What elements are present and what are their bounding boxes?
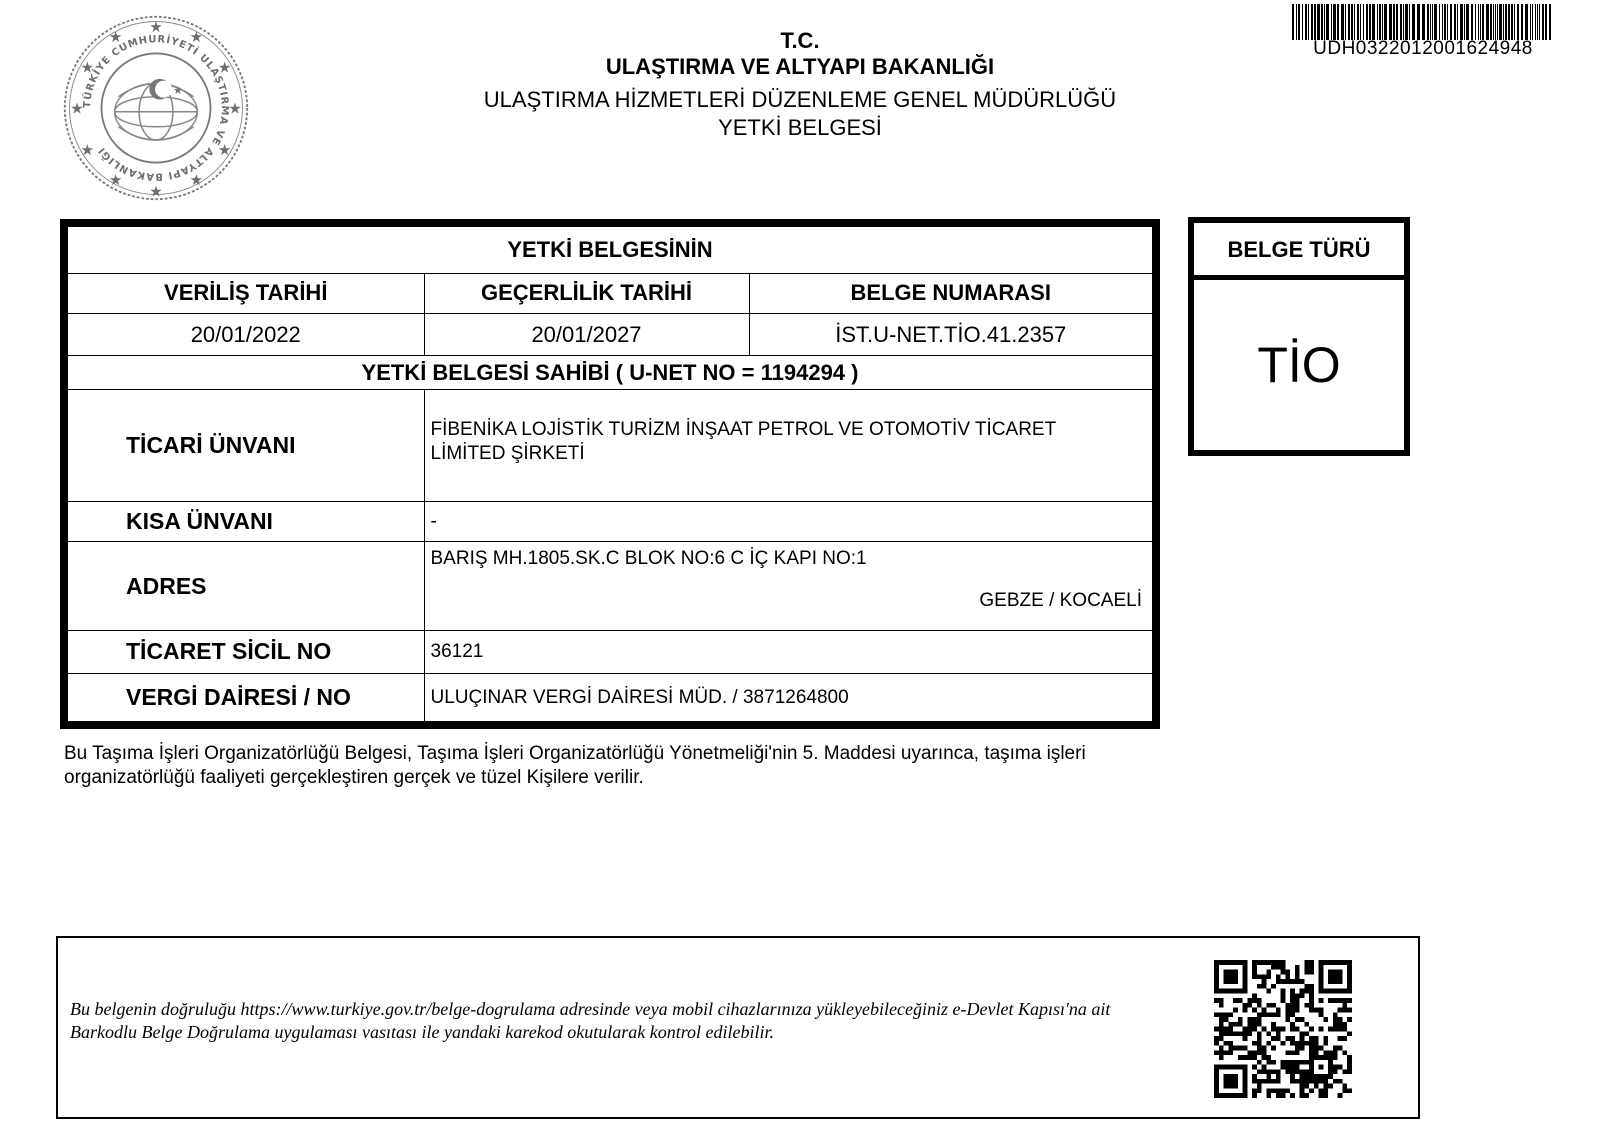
svg-text:★: ★ [80, 58, 95, 77]
short-name-value: - [424, 502, 1152, 542]
svg-text:★: ★ [70, 99, 84, 118]
verification-text: Bu belgenin doğruluğu https://www.turkiye.gov.tr/belge-dogrulama adresinde veya mobil cihazlarınıza yükleyebileceğiniz e-Devlet Kapısı'na ait Barkodlu Belge Doğrulama uygulaması vasıtası ile yandaki karekod okutularak kontrol edilebilir. [70, 999, 1111, 1042]
document-type-box [1188, 217, 1410, 456]
trade-name-text: FİBENİKA LOJİSTİK TURİZM İNŞAAT PETROL VE OTOMOTİV TİCARET LİMİTED ŞİRKETİ [430, 419, 1056, 465]
issue-date-value: 20/01/2022 [68, 313, 424, 355]
document-title: YETKİ BELGESİ [718, 115, 882, 140]
address-line1: BARIŞ MH.1805.SK.C BLOK NO:6 C İÇ KAPI NO:1 [430, 548, 867, 570]
verification-box [56, 936, 1420, 1119]
legal-note: Bu Taşıma İşleri Organizatörlüğü Belgesi, Taşıma İşleri Organizatörlüğü Yönetmeliği'nin 5. Maddesi uyarınca, taşıma işleri organizatörlüğü faaliyeti gerçekleştiren gerçek ve tüzel Kişilere verilir. [64, 743, 1086, 788]
svg-text:★: ★ [172, 83, 184, 97]
qr-code-icon[interactable] [1214, 960, 1352, 1098]
barcode-icon [1292, 4, 1554, 40]
address-label: ADRES [68, 542, 424, 631]
svg-text:★: ★ [108, 171, 123, 190]
valid-until-header: GEÇERLİLİK TARİHİ [424, 273, 749, 313]
document-type-title: BELGE TÜRÜ [1194, 223, 1404, 280]
svg-text:★: ★ [189, 28, 204, 47]
header-tc: T.C. [780, 28, 820, 53]
trade-name-value [424, 390, 1152, 502]
ministry-seal-icon [62, 14, 250, 202]
section-title: YETKİ BELGESİNİN [68, 227, 1152, 273]
svg-text:★: ★ [228, 99, 242, 118]
svg-text:★: ★ [149, 182, 163, 201]
short-name-label: KISA ÜNVANI [68, 502, 424, 542]
seal-text: TÜRKİYE CUMHURİYETİ ULAŞTIRMA VE ALTYAPI BAKANLIĞI [82, 34, 230, 182]
svg-text:★: ★ [108, 28, 123, 47]
document-number-value: İST.U-NET.TİO.41.2357 [749, 313, 1152, 355]
barcode-number: UDH0322012001624948 [1313, 38, 1533, 59]
ministry-name: ULAŞTIRMA VE ALTYAPI BAKANLIĞI [605, 54, 995, 79]
document-type-value: TİO [1257, 337, 1341, 393]
svg-text:★: ★ [217, 58, 232, 77]
registry-label: TİCARET SİCİL NO [68, 630, 424, 673]
tax-label: VERGİ DAİRESİ / NO [68, 674, 424, 721]
holder-title: YETKİ BELGESİ SAHİBİ ( U-NET NO = 1194294 ) [68, 356, 1152, 390]
svg-text:★: ★ [80, 141, 95, 159]
svg-text:★: ★ [149, 17, 163, 36]
issue-date-header: VERİLİŞ TARİHİ [68, 273, 424, 313]
tax-value: ULUÇINAR VERGİ DAİRESİ MÜD. / 3871264800 [424, 674, 1152, 721]
directorate-name: ULAŞTIRMA HİZMETLERİ DÜZENLEME GENEL MÜDÜRLÜĞÜ [483, 87, 1117, 112]
svg-text:★: ★ [217, 141, 232, 159]
certificate-table [60, 219, 1160, 729]
address-line2: GEBZE / KOCAELİ [979, 590, 1142, 612]
document-number-header: BELGE NUMARASI [749, 273, 1152, 313]
valid-until-value: 20/01/2027 [424, 313, 749, 355]
trade-name-label: TİCARİ ÜNVANI [68, 390, 424, 502]
address-value [424, 542, 1152, 631]
registry-value: 36121 [424, 630, 1152, 673]
svg-text:★: ★ [189, 171, 204, 190]
